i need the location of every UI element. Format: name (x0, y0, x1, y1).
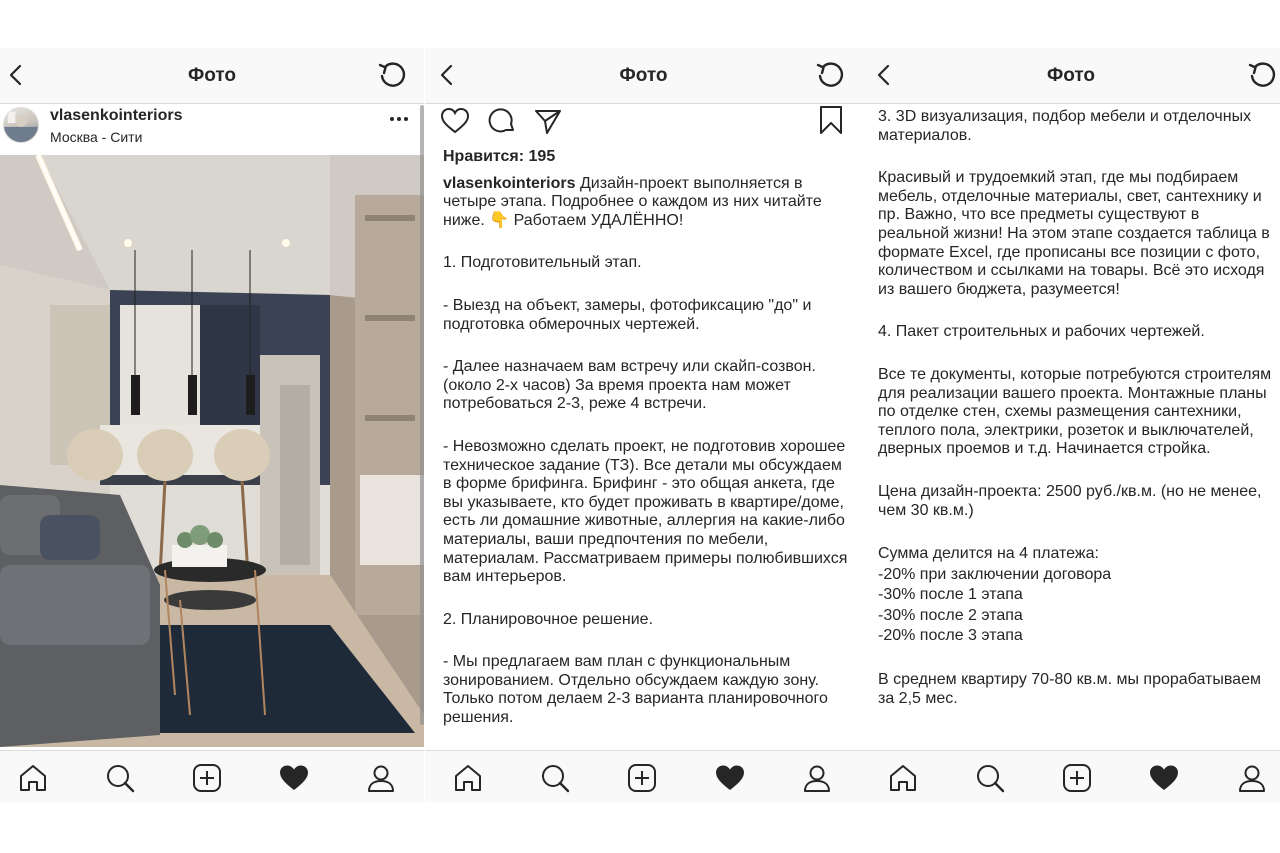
caption-username[interactable]: vlasenkointeriors (443, 174, 576, 192)
refresh-icon[interactable] (1246, 59, 1278, 91)
caption-panel-2 (862, 48, 1280, 802)
caption-paragraph: - Невозможно сделать проект, не подготовив хорошее техническое задание (ТЗ). Все детали мы обсуждаем в форме брифинга. Брифинг - это общая анкета, где вы указываете, кто будет проживать в квартире/доме, есть ли домашние животные, аллергия на какие-либо материалы, ваши предпочтения по мебели, материалам. Рассматриваем примеры полюбившихся вам интерьеров. (443, 437, 848, 586)
page-title: Фото (619, 65, 668, 86)
refresh-icon[interactable] (376, 59, 408, 91)
top-bar (0, 48, 424, 104)
heart-filled-icon[interactable] (1149, 763, 1179, 793)
post-username[interactable]: vlasenkointeriors (50, 107, 183, 124)
post-header (0, 104, 424, 156)
caption-paragraph: 3. 3D визуализация, подбор мебели и отделочных материалов. (878, 108, 1252, 144)
post-caption-continued (878, 108, 1274, 732)
post-photo[interactable] (0, 155, 424, 747)
heart-outline-icon[interactable] (440, 106, 470, 136)
profile-icon[interactable] (802, 763, 832, 793)
add-post-icon[interactable] (192, 763, 222, 793)
caption-panel-1 (425, 48, 862, 802)
bottom-nav (862, 750, 1280, 802)
bottom-nav (425, 750, 862, 802)
avatar[interactable] (3, 107, 39, 143)
add-post-icon[interactable] (627, 763, 657, 793)
caption-paragraph: 4. Пакет строительных и рабочих чертежей. (878, 323, 1205, 341)
post-location[interactable]: Москва - Сити (50, 129, 143, 145)
add-post-icon[interactable] (1062, 763, 1092, 793)
scrollbar[interactable] (420, 105, 424, 725)
caption-paragraph: 1. Подготовительный этап. (443, 254, 642, 272)
home-icon[interactable] (888, 763, 918, 793)
caption-paragraph: - Выезд на объект, замеры, фотофиксацию "до" и подготовка обмерочных чертежей. (443, 296, 812, 333)
caption-intro (443, 175, 850, 231)
page-title: Фото (1046, 65, 1095, 86)
bottom-nav (0, 750, 424, 802)
profile-icon[interactable] (366, 763, 396, 793)
post-actions (425, 104, 862, 144)
caption-paragraph: Все те документы, которые потребуются строителям для реализации вашего проекта. Монтажные планы по отделке стен, схемы размещения сантехники, теплого пола, электрики, розеток и выключателей, дверных проемов и т.д. Начинается стройка. (878, 365, 1272, 458)
caption-paragraph: - Далее назначаем вам встречу или скайп-созвон. (около 2-х часов) За время проекта нам может потребоваться 2-3, реже 4 встречи. (443, 358, 816, 413)
more-dots-icon[interactable] (388, 112, 410, 126)
search-icon[interactable] (105, 763, 135, 793)
caption-paragraph: 2. Планировочное решение. (443, 610, 654, 628)
home-icon[interactable] (18, 763, 48, 793)
likes-count[interactable]: Нравится: 195 (443, 148, 556, 165)
caption-intro-text: Дизайн-проект выполняется в четыре этапа. Подробнее о каждом из них читайте ниже. 👇 Работаем УДАЛЁННО! (443, 174, 822, 229)
comment-icon[interactable] (487, 106, 517, 136)
caption-paragraph: Сумма делится на 4 платежа: -20% при заключении договора -30% после 1 этапа -30% после 2 этапа -20% после 3 этапа (878, 545, 1112, 645)
paper-plane-icon[interactable] (533, 106, 563, 136)
caption-paragraph: - Мы предлагаем вам план с функциональным зонированием. Отдельно обсуждаем каждую зону. Только потом делаем 2-3 варианта планировочного решения. (443, 653, 828, 727)
heart-filled-icon[interactable] (279, 763, 309, 793)
profile-icon[interactable] (1237, 763, 1267, 793)
caption-paragraph: Красивый и трудоемкий этап, где мы подбираем мебель, отделочные материалы, свет, сантехнику и пр. Важно, что все предметы существуют в реальной жизни! На этом этапе создается таблица в формате Excel, где прописаны все позиции с фото, количеством и ссылками на товары. Всё это исходя из вашего бюджета, разумеется! (878, 169, 1270, 298)
top-bar (425, 48, 862, 104)
search-icon[interactable] (975, 763, 1005, 793)
heart-filled-icon[interactable] (715, 763, 745, 793)
refresh-icon[interactable] (814, 59, 846, 91)
page-title: Фото (187, 65, 236, 86)
caption-paragraph: Цена дизайн-проекта: 2500 руб./кв.м. (но не менее, чем 30 кв.м.) (878, 482, 1262, 519)
bookmark-icon[interactable] (816, 105, 846, 135)
post-caption (443, 148, 850, 752)
caption-paragraph: В среднем квартиру 70-80 кв.м. мы прорабатываем за 2,5 мес. (878, 671, 1261, 707)
top-bar (862, 48, 1280, 104)
home-icon[interactable] (453, 763, 483, 793)
search-icon[interactable] (540, 763, 570, 793)
photo-post-panel (0, 48, 424, 802)
